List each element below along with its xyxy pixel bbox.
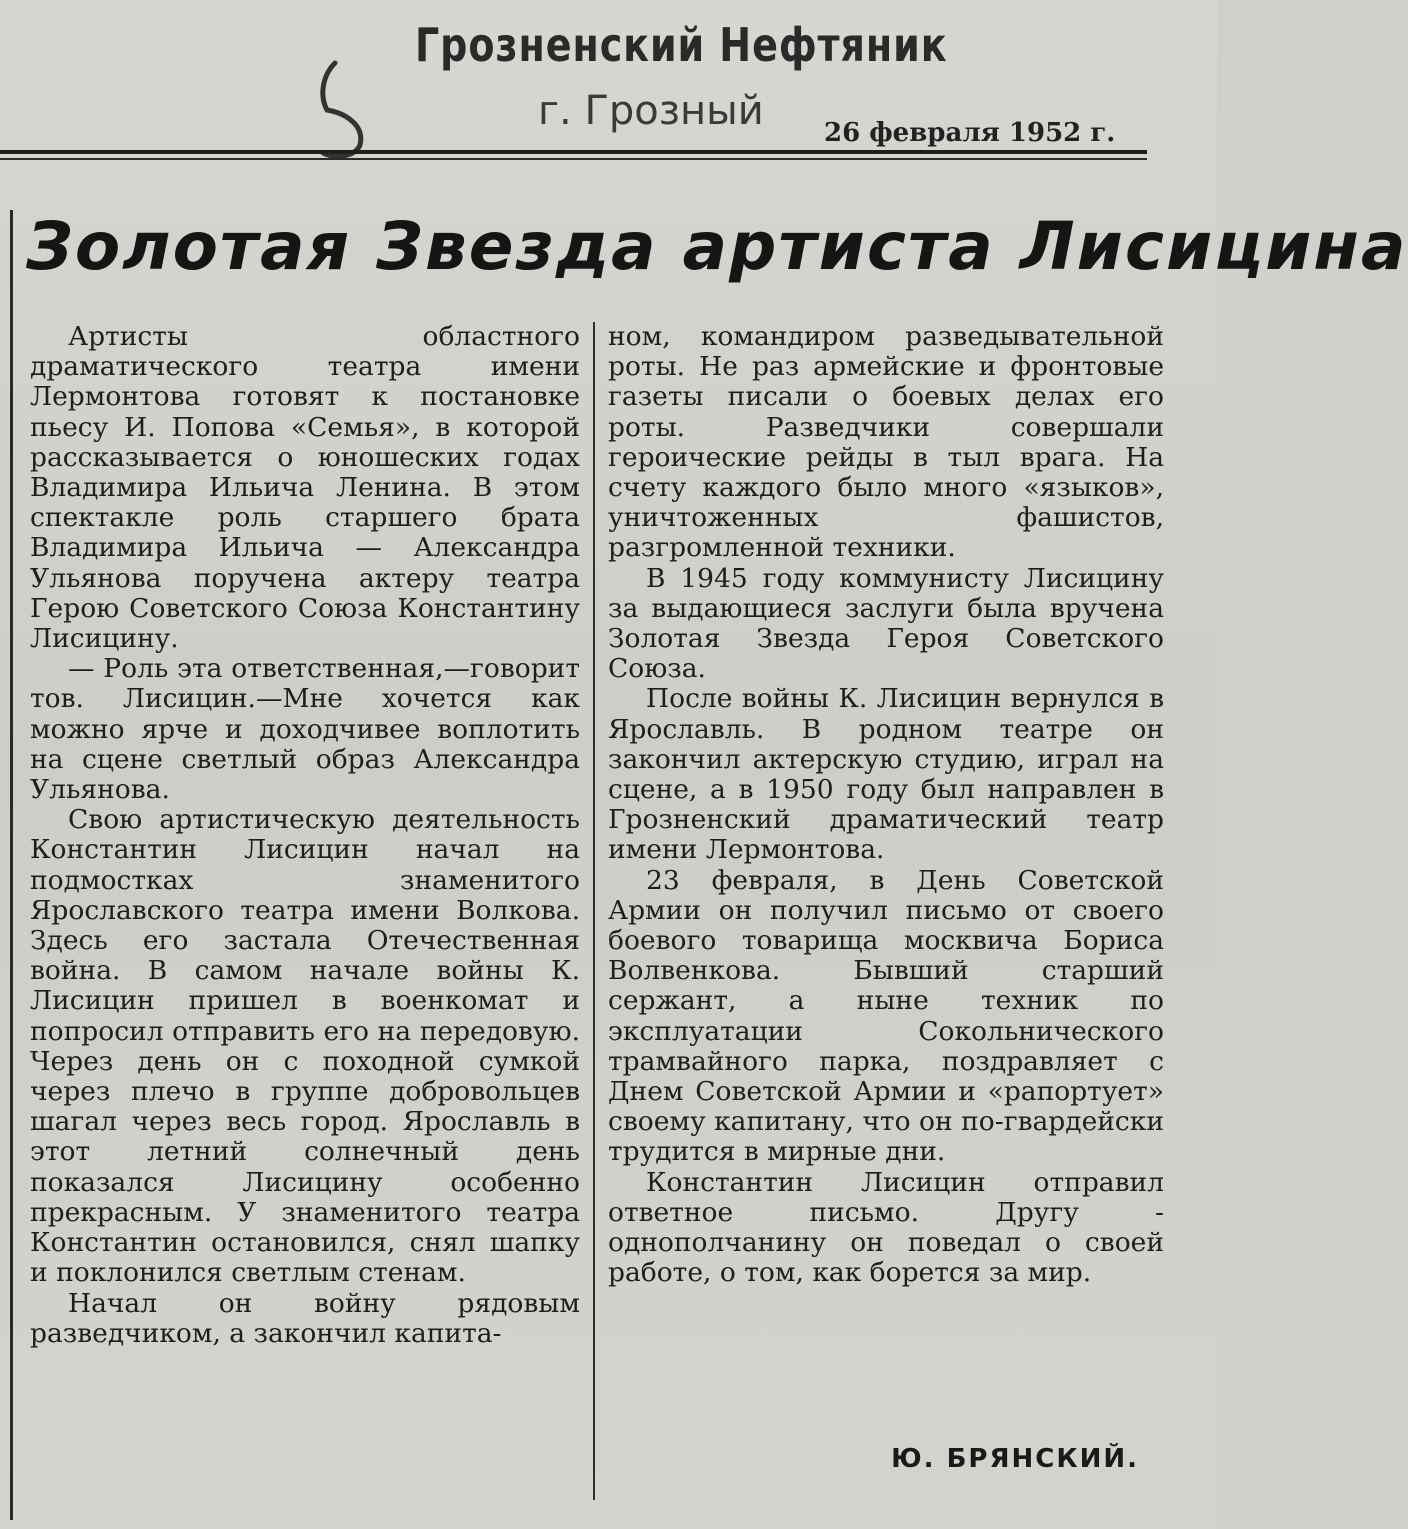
article-column-2 (608, 322, 1164, 1289)
masthead-rule (0, 150, 1217, 170)
paragraph: После войны К. Лисицин вернулся в Ярославль. В родном театре он закончил актерскую студию, играл на сцене, а в 1950 году был направлен в Грозненский драматический театр имени Лермонтова. (608, 683, 1164, 866)
author-signature: Ю. БРЯНСКИЙ. (891, 1444, 1139, 1474)
masthead (0, 0, 1217, 175)
article-column-1 (30, 322, 580, 1349)
newspaper-title: Грозненский Нефтяник (415, 18, 948, 72)
article-headline: Золотая Звезда артиста Лисицина (26, 208, 1408, 285)
paragraph: — Роль эта ответственная,—говорит тов. Лисицин.—Мне хочется как можно ярче и доходчивее воплотить на сцене светлый образ Александра Ульянова. (30, 653, 580, 806)
issue-date: 26 февраля 1952 г. (824, 118, 1116, 148)
paragraph: Свою артистическую деятельность Константин Лисицин начал на подмостках знаменитого Ярославского театра имени Волкова. Здесь его застала Отечественная война. В самом начале войны К. Лисицин пришел в военкомат и попросил отправить его на передовую. Через день он с походной сумкой через плечо в группе добровольцев шагал через весь город. Ярославль в этот летний солнечный день показался Лисицину особенно прекрасным. У знаменитого театра Константин остановился, снял шапку и поклонился светлым стенам. (30, 804, 580, 1289)
paragraph: Артисты областного драматического театра имени Лермонтова готовят к постановке пьесу И. Попова «Семья», в которой рассказывается о юношеских годах Владимира Ильича Ленина. В этом спектакле роль старшего брата Владимира Ильича — Александра Ульянова поручена актеру театра Герою Советского Союза Константину Лисицину. (30, 321, 580, 655)
paragraph: ном, командиром разведывательной роты. Не раз армейские и фронтовые газеты писали о боевых делах его роты. Разведчики совершали героические рейды в тыл врага. На счету каждого было много «языков», уничтоженных фашистов, разгромленной техники. (608, 321, 1164, 564)
city-line: г. Грозный (538, 88, 764, 134)
rule-thick-line (0, 150, 1147, 154)
paragraph: В 1945 году коммунисту Лисицину за выдающиеся заслуги была вручена Золотая Звезда Героя Советского Союза. (608, 562, 1164, 685)
paragraph: Константин Лисицин отправил ответное письмо. Другу - однополчанину он поведал о своей работе, о том, как борется за мир. (608, 1166, 1164, 1289)
rule-thin-line (0, 158, 1147, 160)
column-divider (593, 322, 595, 1500)
left-border-line (10, 210, 13, 1520)
paragraph: Начал он войну рядовым разведчиком, а закончил капита- (30, 1287, 580, 1349)
paragraph: 23 февраля, в День Советской Армии он получил письмо от своего боевого товарища москвича Бориса Волвенкова. Бывший старший сержант, а ныне техник по эксплуатации Сокольнического трамвайного парка, поздравляет с Днем Советской Армии и «рапортует» своему капитану, что он по-гвардейски трудится в мирные дни. (608, 864, 1164, 1168)
handwritten-mark-icon (305, 55, 375, 165)
